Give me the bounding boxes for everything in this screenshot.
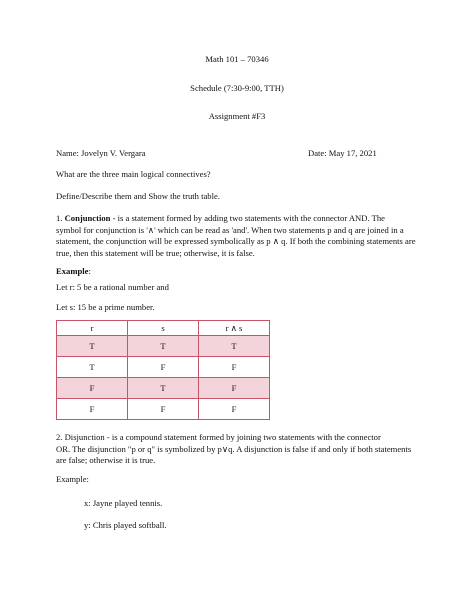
- table-cell: F: [128, 357, 199, 378]
- conjunction-number: 1.: [56, 213, 65, 223]
- question-text: What are the three main logical connectives?: [56, 169, 211, 179]
- table-cell: T: [57, 336, 128, 357]
- let-r-statement: Let r: 5 be a rational number and: [56, 282, 169, 292]
- table-cell: F: [199, 357, 270, 378]
- example-colon: :: [88, 266, 91, 276]
- disjunction-paragraph: [56, 432, 416, 467]
- disjunction-text-rest: OR. The disjunction "p or q" is symbolized by p∨q. A disjunction is false if and only if both statements are false; otherwise it is true.: [56, 443, 412, 466]
- header-cell-r: r: [57, 321, 128, 336]
- truth-table: [56, 320, 270, 420]
- student-name: Name: Jovelyn V. Vergara: [56, 148, 146, 158]
- schedule-line: Schedule (7:30-9:00, TTH): [190, 83, 284, 93]
- conjunction-text-line1: - is a statement formed by adding two statements with the connector AND. The: [110, 213, 385, 223]
- table-cell: F: [128, 399, 199, 420]
- table-cell: T: [128, 378, 199, 399]
- header-cell-r-and-s: r ∧ s: [199, 321, 270, 336]
- table-row: [57, 378, 270, 399]
- table-cell: T: [57, 357, 128, 378]
- example2-y: y: Chris played softball.: [84, 520, 167, 530]
- assignment-title: Assignment #F3: [208, 111, 266, 121]
- course-title: Math 101 – 70346: [205, 54, 269, 64]
- table-row: [57, 399, 270, 420]
- table-cell: F: [199, 378, 270, 399]
- example-label: Example: [56, 266, 89, 276]
- instruction-text: Define/Describe them and Show the truth table.: [56, 191, 220, 201]
- disjunction-text-line1: 2. Disjunction - is a compound statement formed by joining two statements with the connector: [56, 432, 381, 442]
- conjunction-text-rest: symbol for conjunction is '∧' which can be read as 'and'. When two statements p and q are joined in a statement, the conjunction will be expressed symbolically as p ∧ q. If both the combining statements are true, then this statement will be true; otherwise, it is false.: [56, 224, 416, 258]
- example2-label: Example:: [56, 474, 89, 484]
- table-cell: F: [57, 399, 128, 420]
- table-cell: T: [199, 336, 270, 357]
- table-cell: F: [57, 378, 128, 399]
- submission-date: Date: May 17, 2021: [308, 148, 377, 158]
- table-row: [57, 357, 270, 378]
- conjunction-term: Conjunction: [64, 213, 111, 223]
- table-row: [57, 336, 270, 357]
- header-cell-s: s: [128, 321, 199, 336]
- conjunction-paragraph: [56, 213, 416, 259]
- example2-x: x: Jayne played tennis.: [84, 498, 163, 508]
- table-cell: T: [128, 336, 199, 357]
- let-s-statement: Let s: 15 be a prime number.: [56, 302, 155, 312]
- example-heading: [56, 266, 91, 278]
- truth-table-header-row: [57, 321, 270, 336]
- table-cell: F: [199, 399, 270, 420]
